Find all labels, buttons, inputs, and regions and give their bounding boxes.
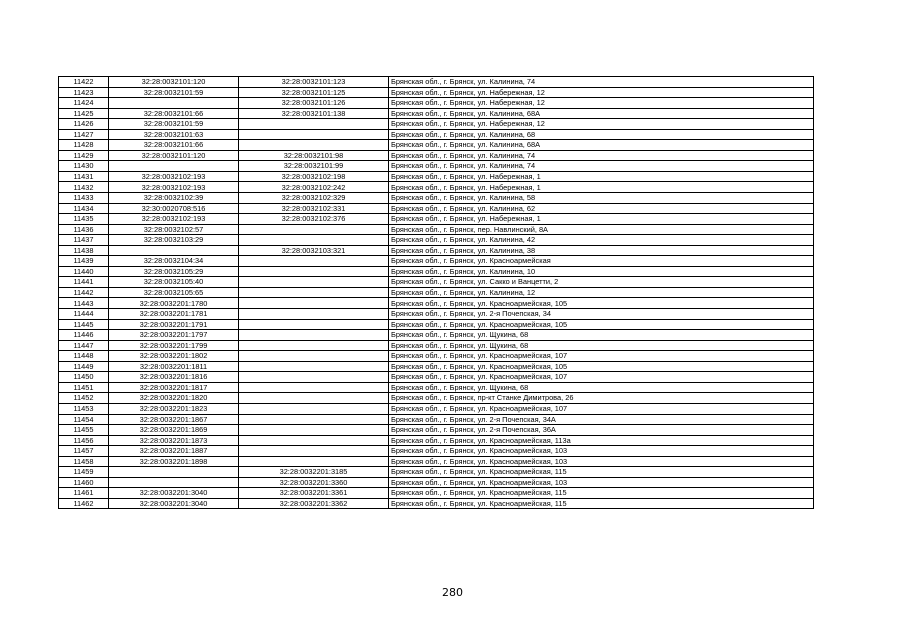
table-row [59,182,814,193]
table-row [59,382,814,393]
table-row [59,235,814,246]
row-number-cell: 11454 [59,414,109,425]
table-row [59,372,814,383]
table-row [59,488,814,499]
address-cell: Брянская обл., г. Брянск, ул. Щукина, 68 [389,382,814,393]
row-number-cell: 11459 [59,467,109,478]
object-number-cell [239,140,389,151]
row-number-cell: 11441 [59,277,109,288]
land-parcel-number-cell: 32:28:0032104:34 [109,256,239,267]
table-row [59,498,814,509]
table-row [59,77,814,88]
table-row [59,340,814,351]
land-parcel-number-cell: 32:28:0032102:39 [109,193,239,204]
registry-table [58,76,814,509]
address-cell: Брянская обл., г. Брянск, ул. Красноармейская, 105 [389,319,814,330]
object-number-cell: 32:28:0032101:98 [239,150,389,161]
table-row [59,171,814,182]
address-cell: Брянская обл., г. Брянск, ул. 2-я Почепская, 36А [389,425,814,436]
row-number-cell: 11428 [59,140,109,151]
address-cell: Брянская обл., г. Брянск, ул. Красноармейская, 105 [389,298,814,309]
row-number-cell: 11437 [59,235,109,246]
row-number-cell: 11431 [59,171,109,182]
object-number-cell [239,224,389,235]
object-number-cell [239,414,389,425]
object-number-cell [239,361,389,372]
table-row [59,214,814,225]
land-parcel-number-cell: 32:28:0032101:66 [109,140,239,151]
row-number-cell: 11432 [59,182,109,193]
table-row [59,193,814,204]
object-number-cell [239,235,389,246]
land-parcel-number-cell [109,467,239,478]
object-number-cell [239,382,389,393]
land-parcel-number-cell: 32:28:0032102:57 [109,224,239,235]
row-number-cell: 11427 [59,129,109,140]
address-cell: Брянская обл., г. Брянск, ул. Калинина, 58 [389,193,814,204]
address-cell: Брянская обл., г. Брянск, ул. Набережная, 12 [389,87,814,98]
address-cell: Брянская обл., г. Брянск, ул. Калинина, 38 [389,245,814,256]
address-cell: Брянская обл., г. Брянск, ул. Калинина, 74 [389,161,814,172]
address-cell: Брянская обл., г. Брянск, ул. Красноармейская, 115 [389,467,814,478]
land-parcel-number-cell [109,477,239,488]
land-parcel-number-cell: 32:28:0032201:1797 [109,330,239,341]
object-number-cell: 32:28:0032102:242 [239,182,389,193]
address-cell: Брянская обл., г. Брянск, ул. Набережная, 1 [389,182,814,193]
land-parcel-number-cell: 32:28:0032201:1799 [109,340,239,351]
table-row [59,129,814,140]
address-cell: Брянская обл., г. Брянск, ул. Калинина, 74 [389,150,814,161]
row-number-cell: 11450 [59,372,109,383]
address-cell: Брянская обл., г. Брянск, ул. Красноармейская, 105 [389,361,814,372]
table-row [59,256,814,267]
object-number-cell: 32:28:0032101:138 [239,108,389,119]
address-cell: Брянская обл., г. Брянск, ул. Красноармейская [389,256,814,267]
land-parcel-number-cell: 32:28:0032102:193 [109,171,239,182]
table-row [59,287,814,298]
row-number-cell: 11436 [59,224,109,235]
land-parcel-number-cell: 32:28:0032201:1816 [109,372,239,383]
address-cell: Брянская обл., г. Брянск, ул. Набережная, 1 [389,214,814,225]
table-row [59,119,814,130]
land-parcel-number-cell: 32:28:0032201:1811 [109,361,239,372]
table-row [59,467,814,478]
land-parcel-number-cell: 32:28:0032101:120 [109,150,239,161]
object-number-cell [239,456,389,467]
address-cell: Брянская обл., г. Брянск, ул. Красноармейская, 115 [389,488,814,499]
address-cell: Брянская обл., г. Брянск, ул. Калинина, 12 [389,287,814,298]
land-parcel-number-cell: 32:28:0032201:1802 [109,351,239,362]
table-row [59,435,814,446]
row-number-cell: 11435 [59,214,109,225]
row-number-cell: 11453 [59,403,109,414]
object-number-cell [239,129,389,140]
address-cell: Брянская обл., г. Брянск, ул. Калинина, 74 [389,77,814,88]
object-number-cell [239,425,389,436]
table-row [59,266,814,277]
table-row [59,330,814,341]
object-number-cell [239,340,389,351]
object-number-cell [239,330,389,341]
row-number-cell: 11451 [59,382,109,393]
table-row [59,456,814,467]
object-number-cell [239,287,389,298]
table-row [59,309,814,320]
row-number-cell: 11456 [59,435,109,446]
object-number-cell [239,256,389,267]
land-parcel-number-cell: 32:28:0032201:1898 [109,456,239,467]
address-cell: Брянская обл., г. Брянск, пер. Навлинский, 8А [389,224,814,235]
row-number-cell: 11434 [59,203,109,214]
object-number-cell: 32:28:0032101:99 [239,161,389,172]
land-parcel-number-cell: 32:28:0032201:1887 [109,446,239,457]
row-number-cell: 11461 [59,488,109,499]
land-parcel-number-cell: 32:28:0032201:1873 [109,435,239,446]
row-number-cell: 11424 [59,98,109,109]
row-number-cell: 11448 [59,351,109,362]
row-number-cell: 11460 [59,477,109,488]
land-parcel-number-cell: 32:28:0032201:1867 [109,414,239,425]
address-cell: Брянская обл., г. Брянск, ул. Красноармейская, 113а [389,435,814,446]
object-number-cell [239,309,389,320]
row-number-cell: 11439 [59,256,109,267]
table-row [59,351,814,362]
address-cell: Брянская обл., г. Брянск, ул. Красноармейская, 103 [389,456,814,467]
row-number-cell: 11430 [59,161,109,172]
row-number-cell: 11444 [59,309,109,320]
address-cell: Брянская обл., г. Брянск, ул. Красноармейская, 103 [389,446,814,457]
row-number-cell: 11422 [59,77,109,88]
land-parcel-number-cell: 32:28:0032103:29 [109,235,239,246]
object-number-cell [239,393,389,404]
object-number-cell [239,446,389,457]
address-cell: Брянская обл., г. Брянск, ул. Красноармейская, 107 [389,372,814,383]
row-number-cell: 11443 [59,298,109,309]
address-cell: Брянская обл., г. Брянск, ул. Калинина, 68А [389,108,814,119]
table-row [59,414,814,425]
land-parcel-number-cell [109,161,239,172]
land-parcel-number-cell: 32:28:0032102:193 [109,214,239,225]
table-row [59,393,814,404]
land-parcel-number-cell: 32:28:0032201:1820 [109,393,239,404]
row-number-cell: 11452 [59,393,109,404]
table-row [59,425,814,436]
address-cell: Брянская обл., г. Брянск, ул. Сакко и Ванцетти, 2 [389,277,814,288]
row-number-cell: 11447 [59,340,109,351]
object-number-cell: 32:28:0032101:123 [239,77,389,88]
land-parcel-number-cell: 32:28:0032102:193 [109,182,239,193]
row-number-cell: 11445 [59,319,109,330]
row-number-cell: 11457 [59,446,109,457]
object-number-cell [239,403,389,414]
object-number-cell: 32:28:0032201:3361 [239,488,389,499]
table-row [59,150,814,161]
object-number-cell: 32:28:0032102:331 [239,203,389,214]
land-parcel-number-cell: 32:28:0032101:59 [109,87,239,98]
table-row [59,245,814,256]
table-row [59,446,814,457]
registry-table-body [59,77,814,509]
land-parcel-number-cell: 32:28:0032105:29 [109,266,239,277]
land-parcel-number-cell: 32:28:0032101:63 [109,129,239,140]
land-parcel-number-cell: 32:28:0032201:1823 [109,403,239,414]
row-number-cell: 11438 [59,245,109,256]
table-row [59,203,814,214]
address-cell: Брянская обл., г. Брянск, ул. 2-я Почепская, 34А [389,414,814,425]
row-number-cell: 11429 [59,150,109,161]
table-row [59,403,814,414]
object-number-cell: 32:28:0032101:125 [239,87,389,98]
object-number-cell: 32:28:0032103:321 [239,245,389,256]
address-cell: Брянская обл., г. Брянск, ул. Красноармейская, 115 [389,498,814,509]
address-cell: Брянская обл., г. Брянск, ул. Калинина, 10 [389,266,814,277]
object-number-cell: 32:28:0032102:329 [239,193,389,204]
address-cell: Брянская обл., г. Брянск, ул. Калинина, 42 [389,235,814,246]
address-cell: Брянская обл., г. Брянск, ул. Калинина, 62 [389,203,814,214]
row-number-cell: 11442 [59,287,109,298]
table-row [59,140,814,151]
row-number-cell: 11426 [59,119,109,130]
row-number-cell: 11440 [59,266,109,277]
table-row [59,319,814,330]
address-cell: Брянская обл., г. Брянск, ул. Калинина, 68 [389,129,814,140]
land-parcel-number-cell: 32:28:0032201:1817 [109,382,239,393]
table-row [59,477,814,488]
object-number-cell: 32:28:0032201:3185 [239,467,389,478]
land-parcel-number-cell: 32:28:0032101:120 [109,77,239,88]
object-number-cell: 32:28:0032201:3360 [239,477,389,488]
land-parcel-number-cell: 32:28:0032201:1869 [109,425,239,436]
address-cell: Брянская обл., г. Брянск, ул. Набережная, 12 [389,98,814,109]
land-parcel-number-cell: 32:28:0032101:59 [109,119,239,130]
table-row [59,98,814,109]
object-number-cell: 32:28:0032101:126 [239,98,389,109]
table-row [59,277,814,288]
object-number-cell [239,319,389,330]
table-row [59,108,814,119]
row-number-cell: 11462 [59,498,109,509]
address-cell: Брянская обл., г. Брянск, ул. Калинина, 68А [389,140,814,151]
object-number-cell: 32:28:0032102:198 [239,171,389,182]
address-cell: Брянская обл., г. Брянск, ул. Щукина, 68 [389,330,814,341]
land-parcel-number-cell: 32:30:0020708:516 [109,203,239,214]
row-number-cell: 11425 [59,108,109,119]
land-parcel-number-cell: 32:28:0032201:1781 [109,309,239,320]
object-number-cell [239,372,389,383]
row-number-cell: 11455 [59,425,109,436]
page-number: 280 [442,586,463,599]
row-number-cell: 11449 [59,361,109,372]
table-row [59,87,814,98]
row-number-cell: 11458 [59,456,109,467]
address-cell: Брянская обл., г. Брянск, ул. Щукина, 68 [389,340,814,351]
land-parcel-number-cell: 32:28:0032201:1791 [109,319,239,330]
table-row [59,224,814,235]
table-row [59,361,814,372]
object-number-cell [239,351,389,362]
object-number-cell: 32:28:0032102:376 [239,214,389,225]
row-number-cell: 11423 [59,87,109,98]
object-number-cell [239,266,389,277]
object-number-cell: 32:28:0032201:3362 [239,498,389,509]
address-cell: Брянская обл., г. Брянск, пр-кт Станке Димитрова, 26 [389,393,814,404]
land-parcel-number-cell [109,245,239,256]
land-parcel-number-cell: 32:28:0032201:3040 [109,488,239,499]
object-number-cell [239,298,389,309]
land-parcel-number-cell: 32:28:0032201:3040 [109,498,239,509]
land-parcel-number-cell: 32:28:0032105:40 [109,277,239,288]
address-cell: Брянская обл., г. Брянск, ул. 2-я Почепская, 34 [389,309,814,320]
object-number-cell [239,119,389,130]
table-row [59,298,814,309]
row-number-cell: 11433 [59,193,109,204]
object-number-cell [239,435,389,446]
row-number-cell: 11446 [59,330,109,341]
address-cell: Брянская обл., г. Брянск, ул. Красноармейская, 107 [389,403,814,414]
address-cell: Брянская обл., г. Брянск, ул. Красноармейская, 107 [389,351,814,362]
table-row [59,161,814,172]
land-parcel-number-cell: 32:28:0032201:1780 [109,298,239,309]
address-cell: Брянская обл., г. Брянск, ул. Набережная, 1 [389,171,814,182]
address-cell: Брянская обл., г. Брянск, ул. Красноармейская, 103 [389,477,814,488]
land-parcel-number-cell [109,98,239,109]
object-number-cell [239,277,389,288]
land-parcel-number-cell: 32:28:0032101:66 [109,108,239,119]
address-cell: Брянская обл., г. Брянск, ул. Набережная, 12 [389,119,814,130]
land-parcel-number-cell: 32:28:0032105:65 [109,287,239,298]
